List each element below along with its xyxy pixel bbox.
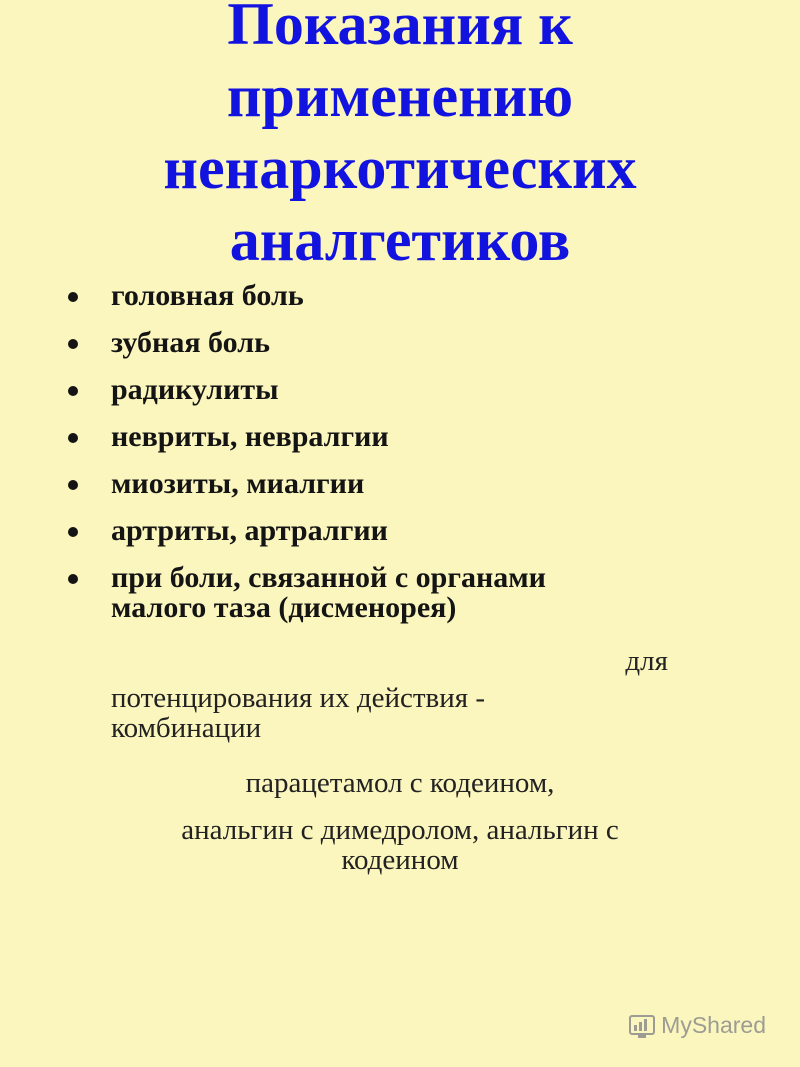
bullet-dot-icon bbox=[68, 480, 78, 490]
combination-line: парацетамол с кодеином, bbox=[245, 767, 555, 799]
bullet-dot-icon bbox=[68, 386, 78, 396]
combination-second bbox=[0, 815, 800, 875]
list-item-text: миозиты, миалгии bbox=[111, 467, 365, 500]
bullet-dot-icon bbox=[68, 292, 78, 302]
bullet-dot-icon bbox=[68, 433, 78, 443]
bullet-dot-icon bbox=[68, 527, 78, 537]
bullet-dot-icon bbox=[68, 574, 78, 584]
list-item bbox=[0, 281, 800, 311]
list-item-text: невриты, невралгии bbox=[111, 420, 389, 453]
myshared-logo-icon bbox=[629, 1013, 655, 1039]
list-item-text: зубная боль bbox=[111, 326, 270, 359]
watermark-text: MyShared bbox=[661, 1012, 766, 1038]
list-item-text: радикулиты bbox=[111, 373, 279, 406]
combination-first bbox=[0, 768, 800, 798]
bullet-dot-icon bbox=[68, 339, 78, 349]
list-item-text: артриты, артралгии bbox=[111, 514, 388, 547]
list-item-text: малого таза (дисменорея) bbox=[111, 591, 457, 624]
title-line-4: аналгетиков bbox=[229, 207, 571, 273]
list-item-text: головная боль bbox=[111, 279, 304, 312]
watermark bbox=[629, 1012, 766, 1039]
slide-title bbox=[0, 0, 800, 276]
indications-list bbox=[0, 281, 800, 640]
combination-line: анальгин с димедролом, анальгин с bbox=[181, 814, 619, 846]
list-item bbox=[0, 469, 800, 499]
list-item bbox=[0, 328, 800, 358]
title-line-2: применению bbox=[226, 63, 574, 129]
list-item bbox=[0, 563, 800, 623]
note-line: комбинации bbox=[111, 712, 262, 744]
note-text bbox=[111, 683, 485, 743]
note-line: потенцирования их действия - bbox=[111, 682, 485, 714]
title-line-1: Показания к bbox=[227, 0, 573, 57]
note-word: для bbox=[625, 645, 668, 677]
combination-line: кодеином bbox=[341, 844, 459, 876]
list-item bbox=[0, 375, 800, 405]
list-item bbox=[0, 516, 800, 546]
list-item-text: при боли, связанной с органами bbox=[111, 561, 546, 594]
title-line-3: ненаркотических bbox=[163, 135, 637, 201]
list-item bbox=[0, 422, 800, 452]
